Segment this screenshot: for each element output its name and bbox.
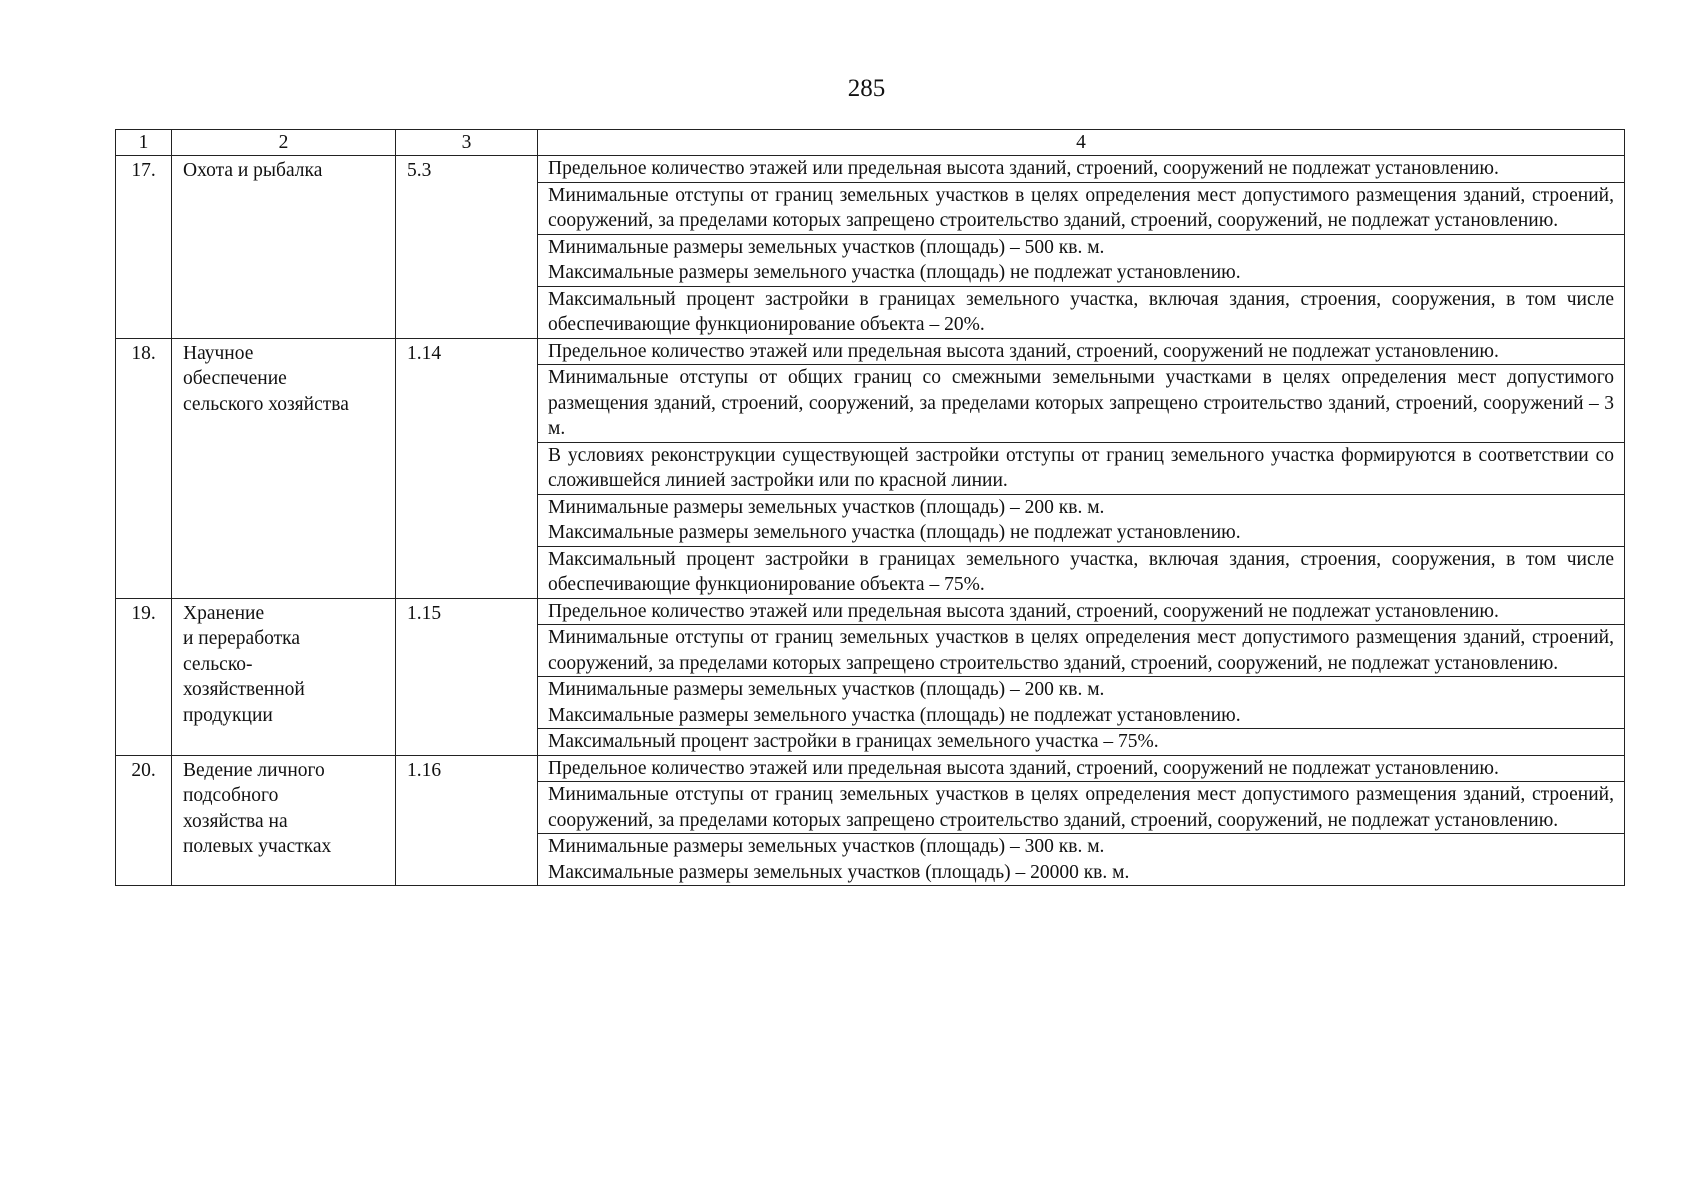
parameter-text: Максимальные размеры земельного участка (площадь) не подлежат установлению. xyxy=(548,262,1241,283)
parameter-cell xyxy=(538,286,1625,338)
table-row xyxy=(116,338,1625,365)
land-use-name-cell: Охота и рыбалка xyxy=(172,156,396,339)
land-use-code-cell: 5.3 xyxy=(396,156,538,339)
land-use-code-cell: 1.16 xyxy=(396,755,538,886)
regulations-table xyxy=(115,129,1625,886)
parameter-text: Предельное количество этажей или предельная высота зданий, строений, сооружений не подлежат установлению. xyxy=(548,757,1499,779)
parameter-text: Минимальные размеры земельных участков (площадь) – 300 кв. м. xyxy=(548,836,1105,857)
parameter-cell xyxy=(538,834,1625,886)
column-header: 3 xyxy=(396,130,538,156)
parameter-cell xyxy=(538,494,1625,546)
land-use-name-cell: Хранение и переработка сельско- хозяйственной продукции xyxy=(172,598,396,755)
row-number-cell: 18. xyxy=(116,338,172,598)
parameter-text: Предельное количество этажей или предельная высота зданий, строений, сооружений не подлежат установлению. xyxy=(548,340,1499,362)
land-use-name-cell: Ведение личного подсобного хозяйства на полевых участках xyxy=(172,755,396,886)
parameter-text: Максимальные размеры земельных участков (площадь) – 20000 кв. м. xyxy=(548,861,1130,883)
parameter-text: Минимальные размеры земельных участков (площадь) – 200 кв. м. xyxy=(548,496,1105,518)
column-header: 4 xyxy=(538,130,1625,156)
column-header: 1 xyxy=(116,130,172,156)
parameter-text: Минимальные размеры земельных участков (площадь) – 500 кв. м. xyxy=(548,236,1105,258)
parameter-text: Предельное количество этажей или предельная высота зданий, строений, сооружений не подлежат установлению. xyxy=(548,158,1499,179)
parameter-cell xyxy=(538,677,1625,729)
parameter-text: Максимальный процент застройки в границах земельного участка, включая здания, строения, сооружения, в том числе обеспечивающие функционирование объекта – 20%. xyxy=(548,288,1614,335)
parameter-text: Минимальные отступы от границ земельных участков в целях определения мест допустимого размещения зданий, строений, сооружений, за пределами которых запрещено строительство зданий, строений, сооружений, не подлежат установлению. xyxy=(548,784,1614,831)
parameter-text: Минимальные отступы от общих границ со смежными земельными участками в целях определения мест допустимого размещения зданий, строений, сооружений, за пределами которых запрещено строительство зданий, строений, сооружений – 3 м. xyxy=(548,367,1614,439)
column-header: 2 xyxy=(172,130,396,156)
land-use-name-cell: Научное обеспечение сельского хозяйства xyxy=(172,338,396,598)
parameter-cell xyxy=(538,729,1625,756)
row-number-cell: 17. xyxy=(116,156,172,339)
land-use-code-cell: 1.15 xyxy=(396,598,538,755)
table-row xyxy=(116,598,1625,625)
parameter-cell xyxy=(538,234,1625,286)
parameter-cell xyxy=(538,546,1625,598)
page-number: 285 xyxy=(847,75,886,102)
parameter-text: Максимальные размеры земельного участка (площадь) не подлежат установлению. xyxy=(548,704,1241,726)
parameter-cell xyxy=(538,442,1625,494)
parameter-text: Минимальные отступы от границ земельных участков в целях определения мест допустимого размещения зданий, строений, сооружений, за пределами которых запрещено строительство зданий, строений, сооружений, не подлежат установлению. xyxy=(548,627,1614,674)
parameter-text: Предельное количество этажей или предельная высота зданий, строений, сооружений не подлежат установлению. xyxy=(548,600,1499,622)
table-row xyxy=(116,156,1625,183)
table-row xyxy=(116,755,1625,782)
parameter-cell xyxy=(538,598,1625,625)
parameter-cell xyxy=(538,755,1625,782)
parameter-text: В условиях реконструкции существующей застройки отступы от границ земельного участка формируются в соответствии со сложившейся линией застройки или по красной линии. xyxy=(548,444,1614,491)
parameter-cell xyxy=(538,338,1625,365)
table-header-row xyxy=(116,130,1625,156)
parameter-cell xyxy=(538,625,1625,677)
land-use-code-cell: 1.14 xyxy=(396,338,538,598)
parameter-cell xyxy=(538,182,1625,234)
parameter-text: Максимальный процент застройки в границах земельного участка – 75%. xyxy=(548,731,1159,752)
parameter-text: Минимальные размеры земельных участков (площадь) – 200 кв. м. xyxy=(548,679,1105,700)
row-number-cell: 20. xyxy=(116,755,172,886)
parameter-cell xyxy=(538,156,1625,183)
parameter-cell xyxy=(538,365,1625,443)
parameter-text: Максимальный процент застройки в границах земельного участка, включая здания, строения, сооружения, в том числе обеспечивающие функционирование объекта – 75%. xyxy=(548,548,1614,595)
row-number-cell: 19. xyxy=(116,598,172,755)
parameter-text: Минимальные отступы от границ земельных участков в целях определения мест допустимого размещения зданий, строений, сооружений, за пределами которых запрещено строительство зданий, строений, сооружений, не подлежат установлению. xyxy=(548,184,1614,231)
parameter-text: Максимальные размеры земельного участка (площадь) не подлежат установлению. xyxy=(548,522,1241,543)
parameter-cell xyxy=(538,782,1625,834)
